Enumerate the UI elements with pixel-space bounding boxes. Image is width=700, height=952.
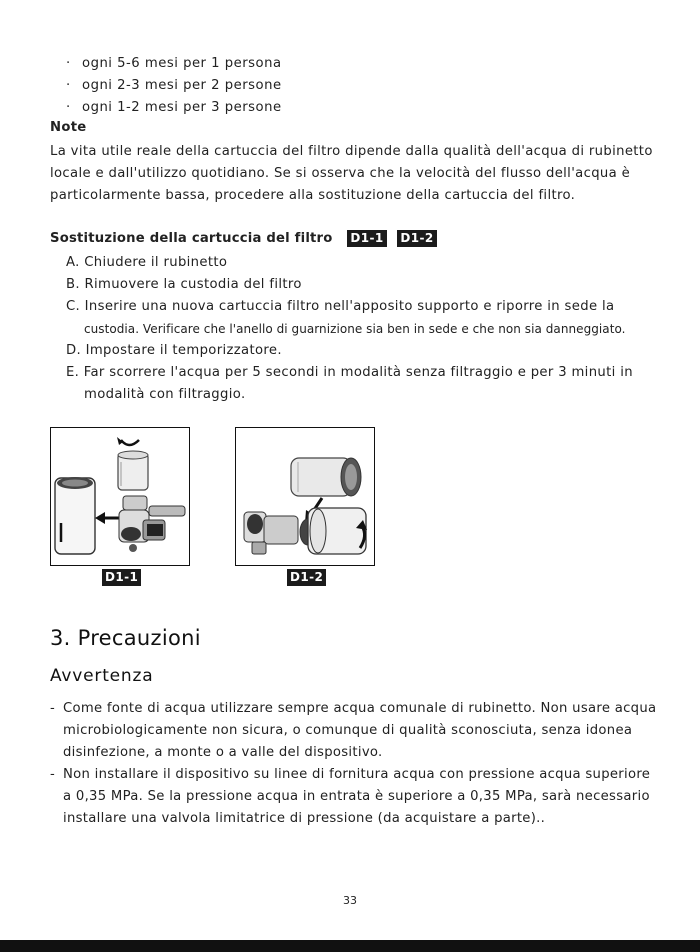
- note-line: locale e dall'utilizzo quotidiano. Se si osserva che la velocità del flusso dell'acqua è: [50, 166, 631, 181]
- replacement-frequency-list: [66, 53, 282, 119]
- warning-line: - Come fonte di acqua utilizzare sempre acqua comunale di rubinetto. Non usare acqua: [50, 701, 657, 716]
- step-continuation: custodia. Verificare che l'anello di guarnizione sia ben in sede e che non sia danneggiato.: [84, 322, 626, 336]
- list-item: · ogni 5-6 mesi per 1 persona: [66, 56, 282, 71]
- warning-line: microbiologicamente non sicura, o comunque di qualità sconosciuta, senza idonea: [63, 723, 633, 738]
- warning-line: installare una valvola limitatrice di pressione (da acquistare a parte)..: [63, 811, 546, 826]
- step-item: B. Rimuovere la custodia del filtro: [66, 277, 302, 292]
- figure-d1-1-illustration: [50, 427, 190, 566]
- list-item: · ogni 2-3 mesi per 2 persone: [66, 78, 282, 93]
- replacement-heading: Sostituzione della cartuccia del filtro D1-1 D1-2: [50, 230, 437, 247]
- figure-tag-d1-2: D1-2: [397, 230, 436, 247]
- warning-line: a 0,35 MPa. Se la pressione acqua in entrata è superiore a 0,35 MPa, sarà necessario: [63, 789, 650, 804]
- note-line: La vita utile reale della cartuccia del filtro dipende dalla qualità dell'acqua di rubinetto: [50, 144, 653, 159]
- replacement-steps: [66, 252, 633, 406]
- figure-label-d1-1: D1-1: [102, 569, 141, 586]
- step-item: D. Impostare il temporizzatore.: [66, 343, 282, 358]
- note-heading: Note: [50, 120, 87, 135]
- step-item: E. Far scorrere l'acqua per 5 secondi in modalità senza filtraggio e per 3 minuti in: [66, 365, 633, 380]
- note-paragraph: [50, 141, 660, 207]
- warning-list: [50, 698, 670, 830]
- warning-line: - Non installare il dispositivo su linee di fornitura acqua con pressione acqua superiore: [50, 767, 651, 782]
- filter-insertion-drawing: [236, 428, 374, 565]
- page-number: 33: [343, 894, 357, 907]
- subsection-heading: Avvertenza: [50, 666, 154, 686]
- figure-tag-d1-1: D1-1: [347, 230, 386, 247]
- filter-removal-drawing: [51, 428, 189, 565]
- figure-d1-2-illustration: [235, 427, 375, 566]
- step-item: A. Chiudere il rubinetto: [66, 255, 228, 270]
- warning-line: disinfezione, a monte o a valle del dispositivo.: [63, 745, 383, 760]
- figure-label-d1-2: D1-2: [287, 569, 326, 586]
- step-item: C. Inserire una nuova cartuccia filtro nell'apposito supporto e riporre in sede la: [66, 299, 615, 314]
- list-item: · ogni 1-2 mesi per 3 persone: [66, 100, 282, 115]
- section-heading: 3. Precauzioni: [50, 626, 201, 650]
- note-line: particolarmente bassa, procedere alla sostituzione della cartuccia del filtro.: [50, 188, 576, 203]
- page-bottom-border: [0, 940, 700, 952]
- step-continuation: modalità con filtraggio.: [84, 387, 246, 402]
